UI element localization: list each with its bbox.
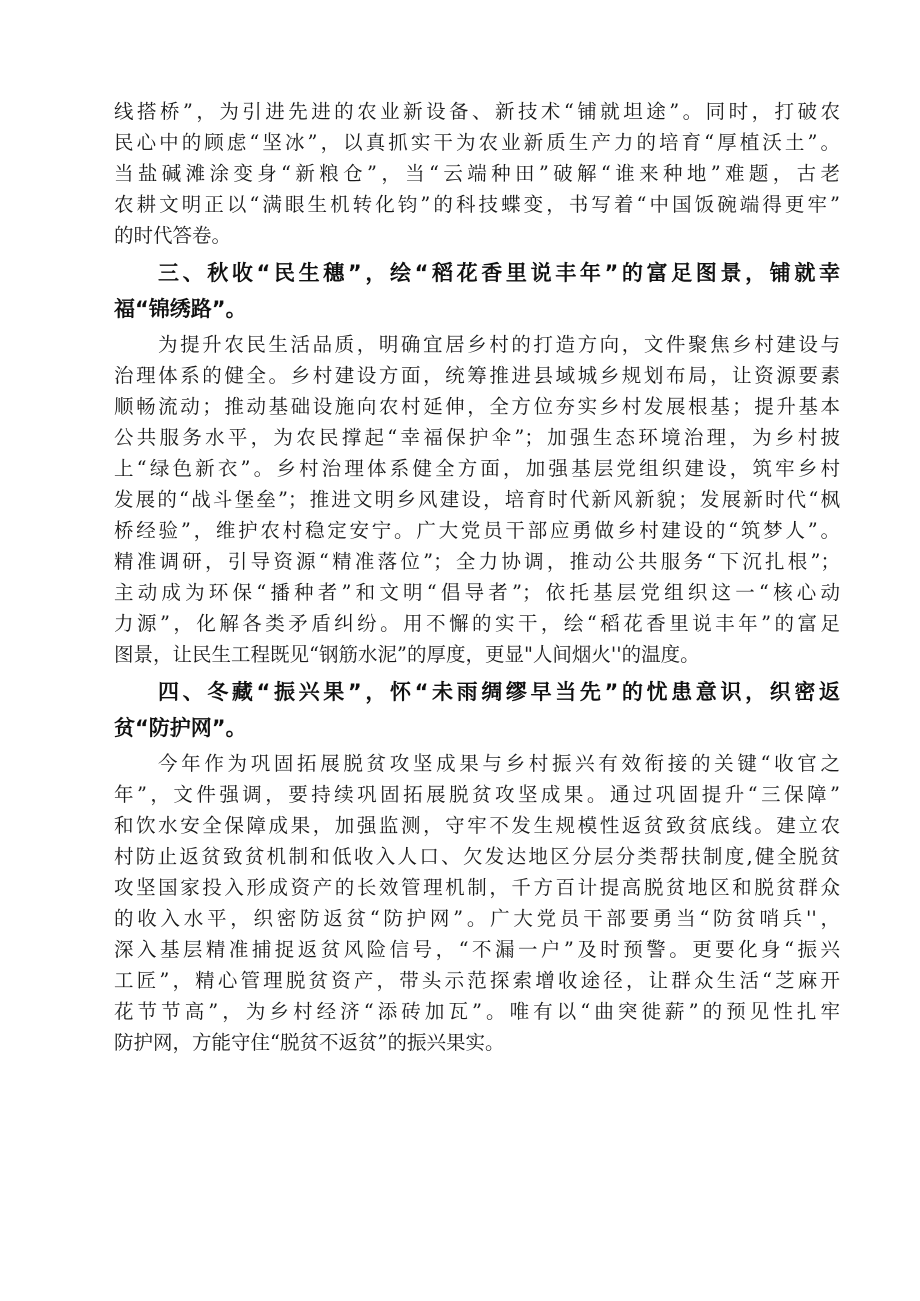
text-line: 民心中的顾虑“坚冰”，以真抓实干为农业新质生产力的培育“厚植沃土”。 — [114, 131, 840, 154]
text-line: 深入基层精准捕捉返贫风险信号，“不漏一户”及时预警。更要化身“振兴 — [114, 938, 840, 961]
text-line: 工匠”，精心管理脱贫资产，带头示范探索增收途径，让群众生活“芝麻开 — [114, 969, 840, 992]
text-line: 主动成为环保“播种者”和文明“倡导者”；依托基层党组织这一“核心动 — [114, 581, 840, 604]
section-4-paragraph — [114, 748, 840, 1058]
text-line: 年”，文件强调，要持续巩固拓展脱贫攻坚成果。通过巩固提升“三保障” — [114, 783, 840, 806]
text-line: 图景，让民生工程既见“钢筋水泥”的厚度，更显"人间烟火''的温度。 — [114, 643, 700, 666]
text-line: 精准调研，引导资源“精准落位”；全力协调，推动公共服务“下沉扎根”； — [114, 550, 840, 573]
text-line: 今年作为巩固拓展脱贫攻坚成果与乡村振兴有效衔接的关键“收官之 — [158, 752, 840, 775]
section-4-heading — [114, 674, 840, 746]
text-line: 和饮水安全保障成果，加强监测，守牢不发生规模性返贫致贫底线。建立农 — [114, 814, 840, 837]
text-line: 桥经验”，维护农村稳定安宁。广大党员干部应勇做乡村建设的“筑梦人”。 — [114, 519, 840, 542]
section-3-paragraph — [114, 329, 840, 670]
text-line: 农耕文明正以“满眼生机转化钧”的科技蝶变，书写着“中国饭碗端得更牢” — [114, 193, 840, 216]
text-line: 上“绿色新衣”。乡村治理体系健全方面，加强基层党组织建设，筑牢乡村 — [114, 457, 840, 480]
text-line: 发展的“战斗堡垒”；推进文明乡风建设，培育时代新风新貌；发展新时代“枫 — [114, 488, 840, 511]
text-line: 顺畅流动；推动基础设施向农村延伸，全方位夯实乡村发展根基；提升基本 — [114, 395, 840, 418]
text-line: 公共服务水平，为农民撑起“幸福保护伞”；加强生态环境治理，为乡村披 — [114, 426, 840, 449]
heading-line: 三、秋收“民生穗”，绘“稻花香里说丰年”的富足图景，铺就幸 — [158, 261, 840, 285]
section-3-heading — [114, 255, 840, 327]
text-line: 攻坚国家投入形成资产的长效管理机制，千方百计提高脱贫地区和脱贫群众 — [114, 876, 840, 899]
text-line: 的时代答卷。 — [114, 224, 232, 247]
text-line: 防护网，方能守住“脱贫不返贫”的振兴果实。 — [114, 1031, 505, 1054]
document-body — [114, 96, 840, 1058]
text-line: 治理体系的健全。乡村建设方面，统筹推进县域城乡规划布局，让资源要素 — [114, 364, 840, 387]
text-line: 村防止返贫致贫机制和低收入人口、欠发达地区分层分类帮扶制度,健全脱贫 — [114, 845, 840, 868]
heading-line: 福“锦绣路”。 — [114, 297, 247, 321]
text-line: 花节节高”，为乡村经济“添砖加瓦”。唯有以“曲突徙薪”的预见性扎牢 — [114, 1000, 840, 1023]
heading-line: 四、冬藏“振兴果”，怀“未雨绸缪早当先”的忧患意识，织密返 — [158, 680, 840, 704]
text-line: 线搭桥”，为引进先进的农业新设备、新技术“铺就坦途”。同时，打破农 — [114, 100, 840, 123]
text-line: 的收入水平，织密防返贫“防护网”。广大党员干部要勇当“防贫哨兵''， — [114, 907, 840, 930]
heading-line: 贫“防护网”。 — [114, 716, 247, 740]
text-line: 当盐碱滩涂变身“新粮仓”，当“云端种田”破解“谁来种地”难题，古老 — [114, 162, 840, 185]
text-line: 力源”，化解各类矛盾纠纷。用不懈的实干，绘“稻花香里说丰年”的富足 — [114, 612, 840, 635]
text-line: 为提升农民生活品质，明确宜居乡村的打造方向，文件聚焦乡村建设与 — [158, 333, 840, 356]
intro-paragraph — [114, 96, 840, 251]
